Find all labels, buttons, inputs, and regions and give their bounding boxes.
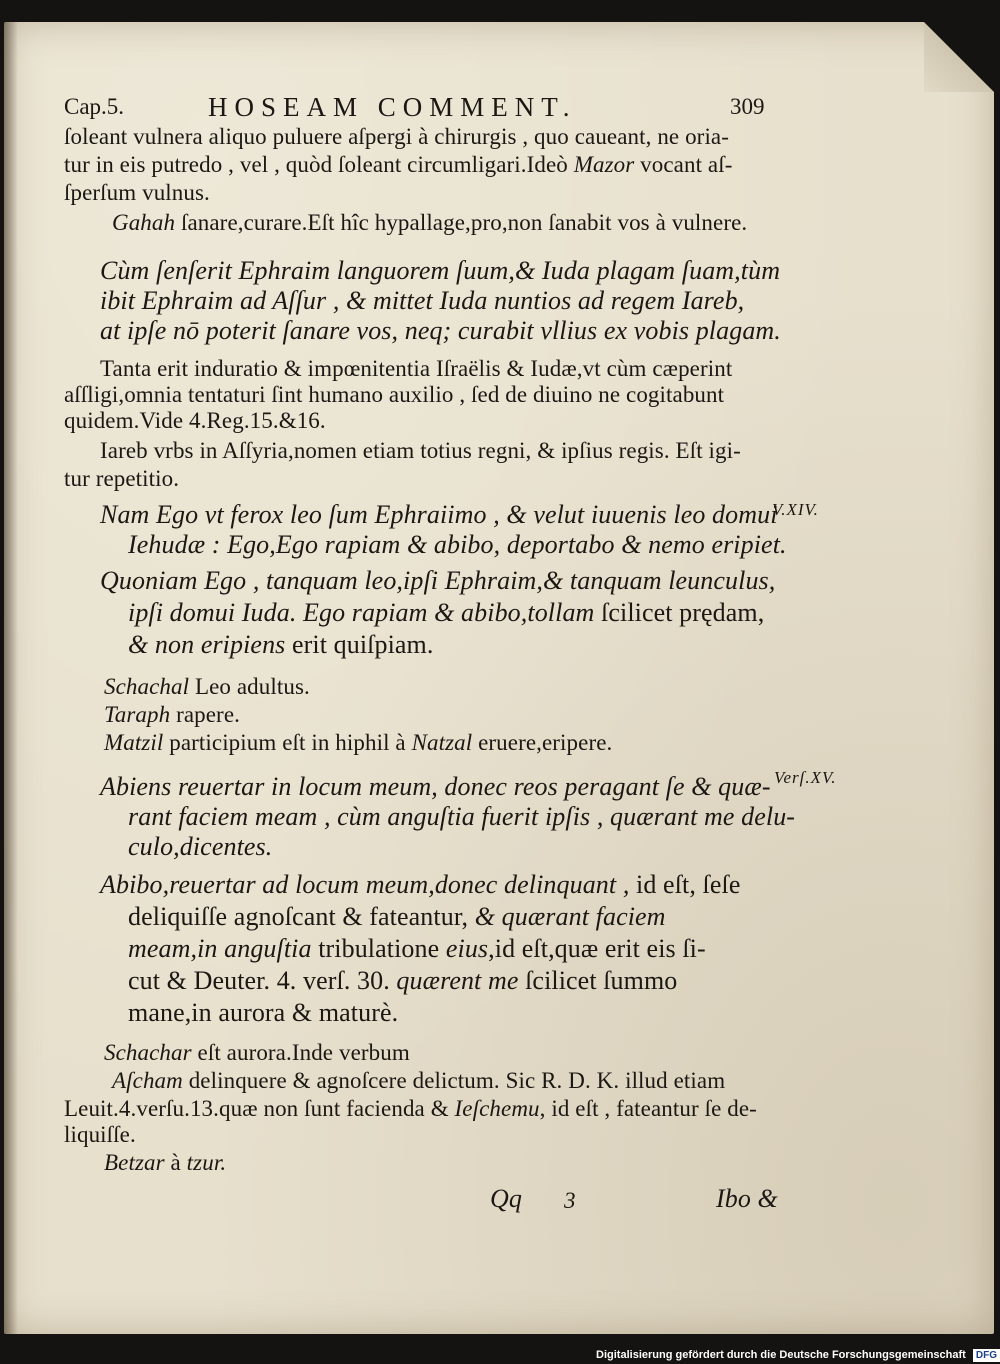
corner-mask xyxy=(924,22,994,92)
dfg-footer xyxy=(560,1347,1000,1364)
verse-line: Cùm ſenſerit Ephraim languorem ſuum,& Iuda plagam ſuam,tùm xyxy=(100,256,781,285)
gloss-line: Aſcham delinquere & agnoſcere delictum. Sic R. D. K. illud etiam xyxy=(112,1068,726,1093)
text-line: ſperſum vulnus. xyxy=(64,180,210,205)
signature-mark: Qq xyxy=(490,1184,522,1213)
gloss-line: Betzar à tzur. xyxy=(104,1150,227,1175)
text-line: Tanta erit induratio & impœnitentia Iſraëlis & Iudæ,vt cùm cæperint xyxy=(100,356,733,381)
translation-line: meam,in anguſtia tribulatione eius,id eſt,quæ erit eis ſi- xyxy=(128,934,706,963)
translation-line: ipſi domui Iuda. Ego rapiam & abibo,tollam ſcilicet prędam, xyxy=(128,598,765,627)
footer-text: Digitalisierung gefördert durch die Deutsche Forschungsgemeinschaft xyxy=(596,1349,966,1361)
text-line: Iareb vrbs in Aſſyria,nomen etiam totius regni, & ipſius regis. Eſt igi- xyxy=(100,438,741,463)
translation-line: mane,in aurora & maturè. xyxy=(128,998,399,1027)
translation-line: Abibo,reuertar ad locum meum,donec delinquant , id eſt, ſeſe xyxy=(100,870,741,899)
book-page xyxy=(4,22,994,1334)
dfg-logo: DFG xyxy=(973,1349,1000,1362)
chapter-header: Cap.5. xyxy=(64,94,125,119)
text-line: ſoleant vulnera aliquo puluere aſpergi à chirurgis , quo caueant, ne oria- xyxy=(64,124,729,149)
text-line: aſſligi,omnia tentaturi ſint humano auxilio , ſed de diuino ne cogitabunt xyxy=(64,382,725,407)
margin-note-verse-14: V.XIV. xyxy=(772,500,819,519)
gloss-line: Schachar eſt aurora.Inde verbum xyxy=(104,1040,410,1065)
translation-line: Quoniam Ego , tanquam leo,ipſi Ephraim,& tanquam leunculus, xyxy=(100,566,776,595)
gloss-line: Schachal Leo adultus. xyxy=(104,674,310,699)
translation-line: deliquiſſe agnoſcant & fateantur, & quærant faciem xyxy=(128,902,666,931)
translation-line: cut & Deuter. 4. verſ. 30. quærent me ſcilicet ſummo xyxy=(128,966,678,995)
gloss-line: Taraph rapere. xyxy=(104,702,240,727)
page-title: HOSEAM COMMENT. xyxy=(208,92,577,122)
verse-line: rant faciem meam , cùm anguſtia fuerit ipſis , quærant me delu- xyxy=(128,802,796,831)
verse-line: culo,dicentes. xyxy=(128,832,273,861)
verse-line: Iehudæ : Ego,Ego rapiam & abibo, deportabo & nemo eripiet. xyxy=(128,530,787,559)
translation-line: & non eripiens erit quiſpiam. xyxy=(128,630,434,659)
verse-line: Nam Ego vt ferox leo ſum Ephraiimo , & velut iuuenis leo domui xyxy=(100,500,778,529)
verse-line: Abiens reuertar in locum meum, donec reos peragant ſe & quæ- xyxy=(100,772,771,801)
gloss-line: Leuit.4.verſu.13.quæ non ſunt facienda & Ieſchemu, id eſt , fateantur ſe de- xyxy=(64,1096,757,1121)
verse-line: at ipſe nō poterit ſanare vos, neq; curabit vllius ex vobis plagam. xyxy=(100,316,781,345)
page-gutter-shadow xyxy=(4,22,18,1334)
margin-note-verse-15: Verſ.XV. xyxy=(774,768,837,787)
catchword: Ibo & xyxy=(716,1184,778,1213)
text-line: quidem.Vide 4.Reg.15.&16. xyxy=(64,408,326,433)
text-line: tur in eis putredo , vel , quòd ſoleant circumligari.Ideò Mazor vocant aſ- xyxy=(64,152,733,177)
gloss-line: Matzil participium eſt in hiphil à Natzal eruere,eripere. xyxy=(104,730,613,755)
gloss-line: Gahah ſanare,curare.Eſt hîc hypallage,pro,non ſanabit vos à vulnere. xyxy=(112,210,748,235)
text-line: tur repetitio. xyxy=(64,466,180,491)
signature-number: 3 xyxy=(564,1188,576,1213)
gloss-line: liquiſſe. xyxy=(64,1122,136,1147)
verse-line: ibit Ephraim ad Aſſur , & mittet Iuda nuntios ad regem Iareb, xyxy=(100,286,745,315)
page-number: 309 xyxy=(730,94,765,119)
